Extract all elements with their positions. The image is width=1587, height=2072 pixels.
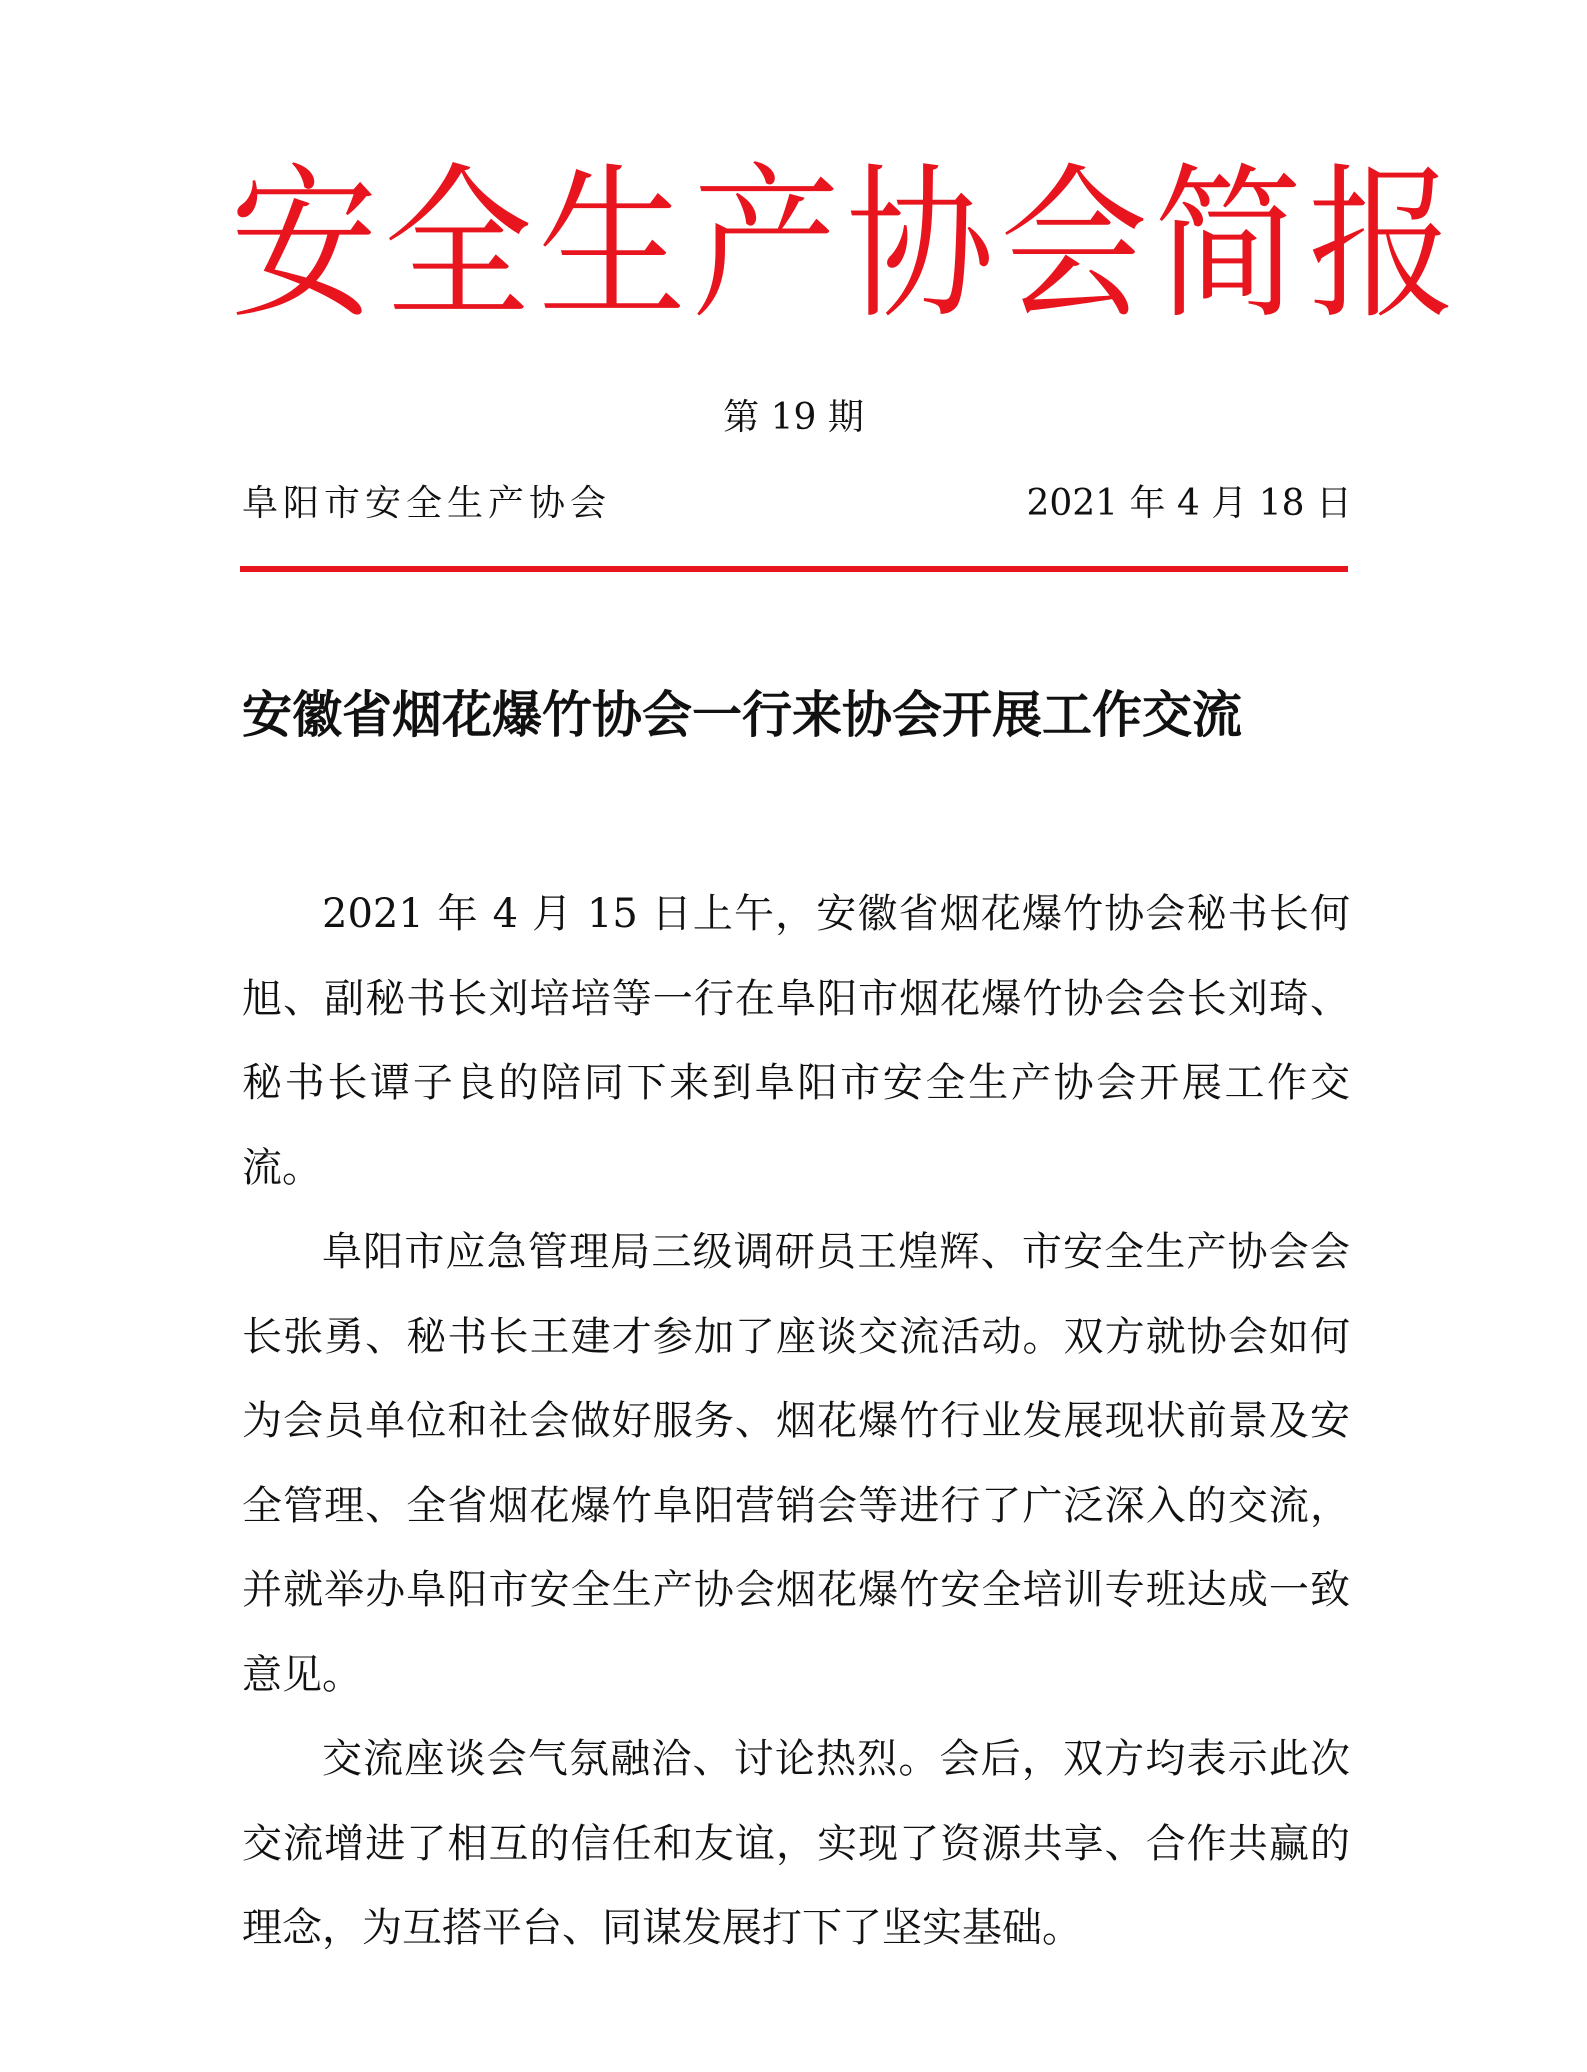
organization-name: 阜阳市安全生产协会: [242, 483, 612, 524]
meta-row: [242, 476, 1352, 532]
red-divider: [240, 566, 1348, 572]
article-paragraph: 阜阳市应急管理局三级调研员王煌辉、市安全生产协会会长张勇、秘书长王建才参加了座谈交流活动。双方就协会如何为会员单位和社会做好服务、烟花爆竹行业发展现状前景及安全管理、全省烟花爆竹阜阳营销会等进行了广泛深入的交流，并就举办阜阳市安全生产协会烟花爆竹安全培训专班达成一致意见。: [242, 1229, 1350, 1698]
article-paragraph: 交流座谈会气氛融洽、讨论热烈。会后，双方均表示此次交流增进了相互的信任和友谊，实现了资源共享、合作共赢的理念，为互搭平台、同谋发展打下了坚实基础。: [242, 1736, 1350, 1951]
issue-number: 第 19 期: [723, 397, 864, 438]
article-body: [242, 872, 1350, 1971]
issue-date: 2021 年 4 月 18 日: [1026, 483, 1352, 524]
article-paragraph: 2021 年 4 月 15 日上午，安徽省烟花爆竹协会秘书长何旭、副秘书长刘培培等一行在阜阳市烟花爆竹协会会长刘琦、秘书长谭子良的陪同下来到阜阳市安全生产协会开展工作交流。: [242, 891, 1350, 1191]
masthead-title: 安全生产协会简报: [230, 148, 1462, 342]
article-headline: 安徽省烟花爆竹协会一行来协会开展工作交流: [242, 686, 1242, 744]
